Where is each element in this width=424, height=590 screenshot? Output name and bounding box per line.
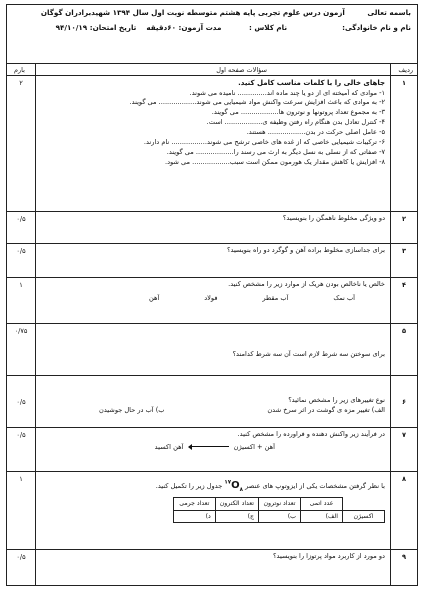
question-body: [39, 78, 385, 168]
question-body: [39, 214, 385, 224]
question-3: [7, 244, 417, 278]
isotope-mass-number: ۱۷: [224, 479, 232, 486]
question-body: [39, 476, 385, 523]
header-line-1: [13, 8, 411, 17]
bismillah-text: باسمه تعالی: [367, 8, 411, 17]
header-neutrons: تعداد نوترون: [259, 498, 301, 510]
oxygen-isotope-symbol: [224, 476, 243, 495]
cell-a[interactable]: الف): [301, 510, 343, 522]
table-header-row: [173, 498, 384, 510]
question-score: ۰/۵: [16, 431, 26, 439]
question-body: [39, 430, 385, 453]
header-electrons: تعداد الکترون: [215, 498, 258, 510]
question-text-part-2: جدول زیر را تکمیل کنید.: [155, 482, 223, 490]
question-body: [39, 280, 385, 304]
question-4: [7, 278, 417, 324]
question-score: ۰/۵: [16, 247, 26, 255]
class-label: نام کلاس :: [248, 23, 288, 32]
question-text: برای جداسازی مخلوط براده آهن و گوگرد دو راه بنویسید؟: [226, 246, 385, 254]
question-body: [39, 396, 385, 416]
question-1: [7, 76, 417, 212]
question-score: ۰/۵: [16, 398, 26, 406]
question-number: ۲: [401, 215, 407, 223]
question-number: ۶: [401, 398, 407, 406]
option-distilled-water: آب مقطر: [262, 293, 289, 302]
blank-line-5: ۵- عامل اصلی حرکت در بدن.................. هستند.: [246, 128, 385, 137]
question-5: [7, 324, 417, 376]
products: آهن اکسید: [154, 442, 184, 451]
question-score: ۰/۵: [16, 215, 26, 223]
isotope-table: [173, 497, 385, 523]
option-iron: آهن: [149, 293, 160, 302]
row-label-oxygen: اکسیژن: [343, 510, 385, 522]
isotope-symbol: O: [231, 480, 240, 491]
blank-line-3: ۳- به مجموع تعداد پروتونها و نوترون ها.................. می گویند.: [211, 108, 385, 117]
question-score: ۱: [19, 475, 23, 483]
sub-item-b: ب) آب در حال جوشیدن: [99, 405, 165, 414]
header-line-2: [13, 23, 411, 32]
option-salt-water: آب نمک: [333, 293, 355, 302]
cell-b[interactable]: ب): [259, 510, 301, 522]
cell-c[interactable]: ج): [215, 510, 258, 522]
blank-line-4: ۴- کنترل تعادل بدن هنگام راه رفتن وظیفه ی.................. است.: [206, 118, 385, 127]
question-8: [7, 472, 417, 550]
question-text-part-1: با نظر گرفتن مشخصات یکی از ایزوتوپ های عنصر: [245, 482, 385, 490]
question-score: ۰/۵: [16, 553, 26, 561]
question-text: دو ویژگی مخلوط ناهمگن را بنویسید؟: [282, 214, 385, 222]
question-score: ۱: [19, 281, 23, 289]
row-column-header: ردیف: [398, 66, 413, 74]
table-row: [173, 510, 384, 522]
question-text: دو مورد از کاربرد مواد پرتوزا را بنویسید؟: [273, 552, 385, 560]
exam-title: آزمون درس علوم تجربی پایه هشتم متوسطه نوبت اول سال ۱۳۹۴ شهیدبرادران گوگان: [40, 8, 345, 17]
question-body: [39, 350, 385, 360]
exam-date-label: تاریخ امتحان: ۹۴/۱۰/۱۹: [55, 23, 137, 32]
options-list: [39, 294, 385, 304]
duration-label: مدت آزمون: ۶۰دقیقه: [146, 23, 222, 32]
isotope-atomic-number: ۸: [239, 487, 243, 493]
question-2: [7, 212, 417, 244]
exam-header: [6, 4, 418, 64]
question-body: [39, 246, 385, 256]
questions-column-header: سؤالات صفحه اول: [216, 66, 267, 74]
option-steel: فولاد: [204, 293, 218, 302]
question-number: ۴: [401, 281, 407, 289]
table-corner: [343, 498, 385, 510]
question-text: نوع تغییرهای زیر را مشخص نمائید؟: [288, 396, 385, 404]
question-title: جاهای خالی را با کلمات مناسب کامل کنید.: [238, 79, 385, 87]
question-9: [7, 550, 417, 585]
reactants: آهن + اکسیژن: [233, 442, 275, 451]
cell-d[interactable]: د): [173, 510, 215, 522]
header-mass-number: تعداد جرمی: [173, 498, 215, 510]
blank-line-2: ۲- به موادی که باعث افزایش سرعت واکنش مواد شیمیایی می شوند.................. می گویند.: [129, 98, 385, 107]
header-atomic-number: عدد اتمی: [301, 498, 343, 510]
blank-line-1: ۱- موادی که آمیخته ای از دو یا چند ماده اند.............. نامیده می شوند.: [189, 88, 385, 97]
question-7: [7, 428, 417, 472]
question-text: در فرآیند زیر واکنش دهنده و فراورده را مشخص کنید.: [237, 430, 385, 438]
sub-item-a: الف) تغییر مزه ی گوشت در اثر سرخ شدن: [267, 405, 385, 414]
question-number: ۸: [401, 475, 407, 483]
question-6: [7, 376, 417, 428]
question-text: [39, 476, 385, 495]
question-number: ۵: [401, 327, 407, 335]
student-name-label: نام و نام خانوادگی:: [342, 23, 411, 32]
question-number: ۳: [401, 247, 407, 255]
sub-items: [39, 406, 385, 416]
question-body: [39, 552, 385, 562]
table-header: [7, 64, 417, 76]
questions-table: [6, 64, 418, 586]
reaction-equation: [39, 443, 385, 453]
blank-line-7: ۷- صفاتی که از نسلی به نسل دیگر به ارث می رسند را.................. می گویند.: [166, 147, 385, 156]
question-number: ۷: [401, 431, 407, 439]
question-score: ۲: [19, 79, 23, 87]
question-text: برای سوختن سه شرط لازم است آن سه شرط کدامند؟: [232, 350, 385, 358]
score-column-header: بارم: [14, 66, 25, 74]
question-number: ۹: [401, 553, 407, 561]
blank-line-6: ۶- ترکیبات شیمیایی خاصی که از غده های خاصی ترشح می شوند................. نام دارند.: [143, 137, 385, 146]
reaction-arrow: [189, 446, 229, 447]
question-number: ۱: [401, 79, 407, 87]
question-text: خالص یا ناخالص بودن هریک از موارد زیر را مشخص کنید.: [228, 280, 385, 288]
question-score: ۰/۷۵: [14, 327, 28, 335]
blank-line-8: ۸- افزایش یا کاهش مقدار یک هورمون ممکن است سبب.................. می شود.: [164, 157, 385, 166]
